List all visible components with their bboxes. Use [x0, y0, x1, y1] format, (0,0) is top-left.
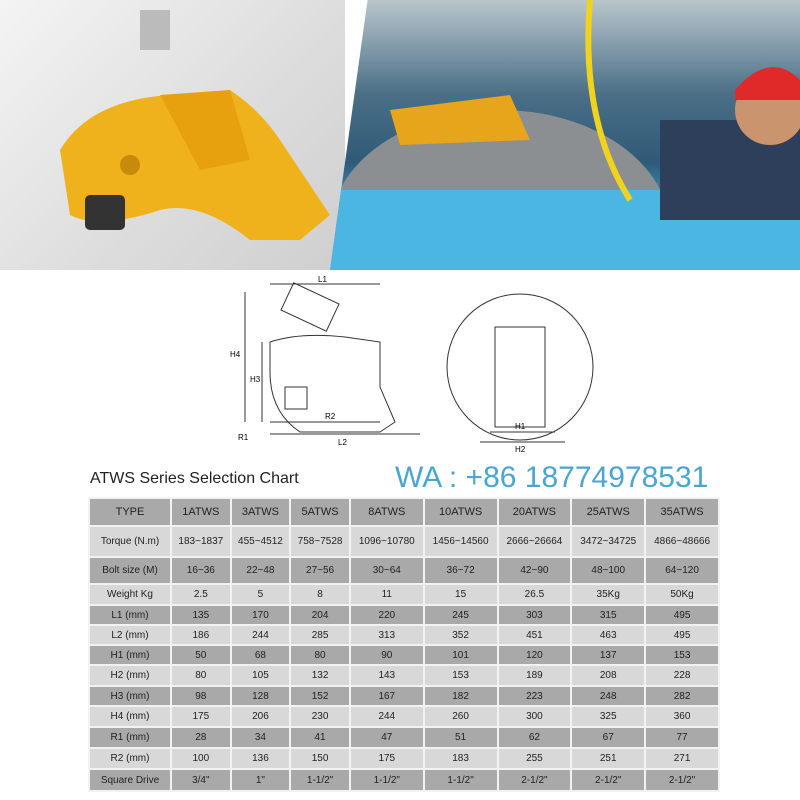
- table-cell: 455~4512: [231, 526, 291, 557]
- table-cell: 153: [424, 665, 498, 686]
- table-cell: 175: [350, 748, 424, 769]
- table-cell: 41: [290, 727, 350, 748]
- table-row: [89, 665, 719, 686]
- table-cell: 11: [350, 584, 424, 605]
- table-cell: 255: [498, 748, 572, 769]
- table-row: [89, 526, 719, 557]
- label-h4: H4: [230, 350, 241, 359]
- table-cell: 1456~14560: [424, 526, 498, 557]
- table-cell: 313: [350, 625, 424, 645]
- label-h2: H2: [515, 445, 526, 454]
- table-cell: 204: [290, 605, 350, 625]
- table-cell: 260: [424, 706, 498, 727]
- table-cell: 183: [424, 748, 498, 769]
- table-cell: 360: [645, 706, 719, 727]
- table-cell: 1": [231, 769, 291, 791]
- row-label: TYPE: [89, 498, 171, 526]
- table-cell: 8: [290, 584, 350, 605]
- table-cell: 182: [424, 686, 498, 706]
- table-cell: 3ATWS: [231, 498, 291, 526]
- label-h3: H3: [250, 375, 261, 384]
- table-cell: 495: [645, 625, 719, 645]
- table-cell: 132: [290, 665, 350, 686]
- product-photo: [0, 0, 345, 270]
- table-cell: 1096~10780: [350, 526, 424, 557]
- table-cell: 186: [171, 625, 231, 645]
- label-l1: L1: [318, 275, 327, 284]
- table-cell: 50: [171, 645, 231, 665]
- selection-table: [88, 497, 720, 792]
- table-cell: 128: [231, 686, 291, 706]
- table-cell: 300: [498, 706, 572, 727]
- table-cell: 5ATWS: [290, 498, 350, 526]
- table-cell: 143: [350, 665, 424, 686]
- row-label: Square Drive: [89, 769, 171, 791]
- label-h1: H1: [515, 422, 526, 431]
- chart-title: ATWS Series Selection Chart: [90, 470, 299, 487]
- table-cell: 28: [171, 727, 231, 748]
- table-cell: 27~56: [290, 557, 350, 584]
- table-row: [89, 557, 719, 584]
- table-cell: 8ATWS: [350, 498, 424, 526]
- table-cell: 1-1/2": [350, 769, 424, 791]
- table-cell: 170: [231, 605, 291, 625]
- row-label: H3 (mm): [89, 686, 171, 706]
- table-cell: 167: [350, 686, 424, 706]
- torque-wrench-illustration: [0, 0, 345, 270]
- table-cell: 50Kg: [645, 584, 719, 605]
- table-cell: 137: [571, 645, 645, 665]
- table-cell: 64~120: [645, 557, 719, 584]
- table-cell: 25ATWS: [571, 498, 645, 526]
- table-cell: 48~100: [571, 557, 645, 584]
- table-cell: 152: [290, 686, 350, 706]
- label-l2: L2: [338, 438, 347, 447]
- table-cell: 4866~48666: [645, 526, 719, 557]
- table-cell: 10ATWS: [424, 498, 498, 526]
- table-cell: 42~90: [498, 557, 572, 584]
- row-label: Bolt size (M): [89, 557, 171, 584]
- table-cell: 26.5: [498, 584, 572, 605]
- table-cell: 80: [171, 665, 231, 686]
- table-cell: 34: [231, 727, 291, 748]
- table-cell: 285: [290, 625, 350, 645]
- table-cell: 153: [645, 645, 719, 665]
- table-cell: 2666~26664: [498, 526, 572, 557]
- table-cell: 5: [231, 584, 291, 605]
- table-row: [89, 645, 719, 665]
- table-cell: 758~7528: [290, 526, 350, 557]
- table-cell: 135: [171, 605, 231, 625]
- table-cell: 2-1/2": [498, 769, 572, 791]
- table-cell: 20ATWS: [498, 498, 572, 526]
- table-cell: 189: [498, 665, 572, 686]
- table-cell: 206: [231, 706, 291, 727]
- table-cell: 183~1837: [171, 526, 231, 557]
- table-cell: 62: [498, 727, 572, 748]
- table-cell: 315: [571, 605, 645, 625]
- row-label: R1 (mm): [89, 727, 171, 748]
- table-cell: 244: [231, 625, 291, 645]
- table-row: [89, 625, 719, 645]
- table-cell: 303: [498, 605, 572, 625]
- table-cell: 271: [645, 748, 719, 769]
- label-r2: R2: [325, 412, 336, 421]
- table-cell: 1-1/2": [424, 769, 498, 791]
- table-cell: 77: [645, 727, 719, 748]
- table-cell: 244: [350, 706, 424, 727]
- table-row: [89, 584, 719, 605]
- table-cell: 2-1/2": [571, 769, 645, 791]
- table-cell: 2-1/2": [645, 769, 719, 791]
- table-row: [89, 769, 719, 791]
- table-cell: 228: [645, 665, 719, 686]
- table-cell: 80: [290, 645, 350, 665]
- row-label: L1 (mm): [89, 605, 171, 625]
- watermark: WA : +86 18774978531: [395, 461, 709, 494]
- table-cell: 16~36: [171, 557, 231, 584]
- table-row: [89, 686, 719, 706]
- table-cell: 98: [171, 686, 231, 706]
- table-cell: 15: [424, 584, 498, 605]
- worker-pipe-illustration: [330, 0, 800, 270]
- table-cell: 35ATWS: [645, 498, 719, 526]
- table-cell: 22~48: [231, 557, 291, 584]
- label-r1: R1: [238, 433, 249, 442]
- table-cell: 47: [350, 727, 424, 748]
- table-cell: 105: [231, 665, 291, 686]
- table-cell: 2.5: [171, 584, 231, 605]
- table-row: [89, 748, 719, 769]
- table-cell: 352: [424, 625, 498, 645]
- table-cell: 208: [571, 665, 645, 686]
- row-label: Weight Kg: [89, 584, 171, 605]
- table-row: [89, 605, 719, 625]
- table-cell: 251: [571, 748, 645, 769]
- table-cell: 230: [290, 706, 350, 727]
- table-cell: 325: [571, 706, 645, 727]
- table-cell: 1-1/2": [290, 769, 350, 791]
- table-row: [89, 727, 719, 748]
- table-cell: 136: [231, 748, 291, 769]
- table-cell: 150: [290, 748, 350, 769]
- row-label: H2 (mm): [89, 665, 171, 686]
- table-cell: 3/4": [171, 769, 231, 791]
- row-label: H4 (mm): [89, 706, 171, 727]
- table-cell: 101: [424, 645, 498, 665]
- table-cell: 67: [571, 727, 645, 748]
- row-label: L2 (mm): [89, 625, 171, 645]
- table-header-row: [89, 498, 719, 526]
- table-cell: 51: [424, 727, 498, 748]
- table-cell: 220: [350, 605, 424, 625]
- row-label: Torque (N.m): [89, 526, 171, 557]
- table-cell: 36~72: [424, 557, 498, 584]
- table-cell: 248: [571, 686, 645, 706]
- table-cell: 1ATWS: [171, 498, 231, 526]
- table-cell: 30~64: [350, 557, 424, 584]
- table-cell: 90: [350, 645, 424, 665]
- table-cell: 35Kg: [571, 584, 645, 605]
- dimension-diagram: [0, 272, 800, 462]
- table-cell: 282: [645, 686, 719, 706]
- table-cell: 100: [171, 748, 231, 769]
- table-cell: 223: [498, 686, 572, 706]
- table-cell: 175: [171, 706, 231, 727]
- table-cell: 68: [231, 645, 291, 665]
- table-cell: 495: [645, 605, 719, 625]
- table-cell: 463: [571, 625, 645, 645]
- field-use-photo: [330, 0, 800, 270]
- table-cell: 245: [424, 605, 498, 625]
- table-cell: 3472~34725: [571, 526, 645, 557]
- row-label: H1 (mm): [89, 645, 171, 665]
- row-label: R2 (mm): [89, 748, 171, 769]
- table-row: [89, 706, 719, 727]
- table-cell: 120: [498, 645, 572, 665]
- table-cell: 451: [498, 625, 572, 645]
